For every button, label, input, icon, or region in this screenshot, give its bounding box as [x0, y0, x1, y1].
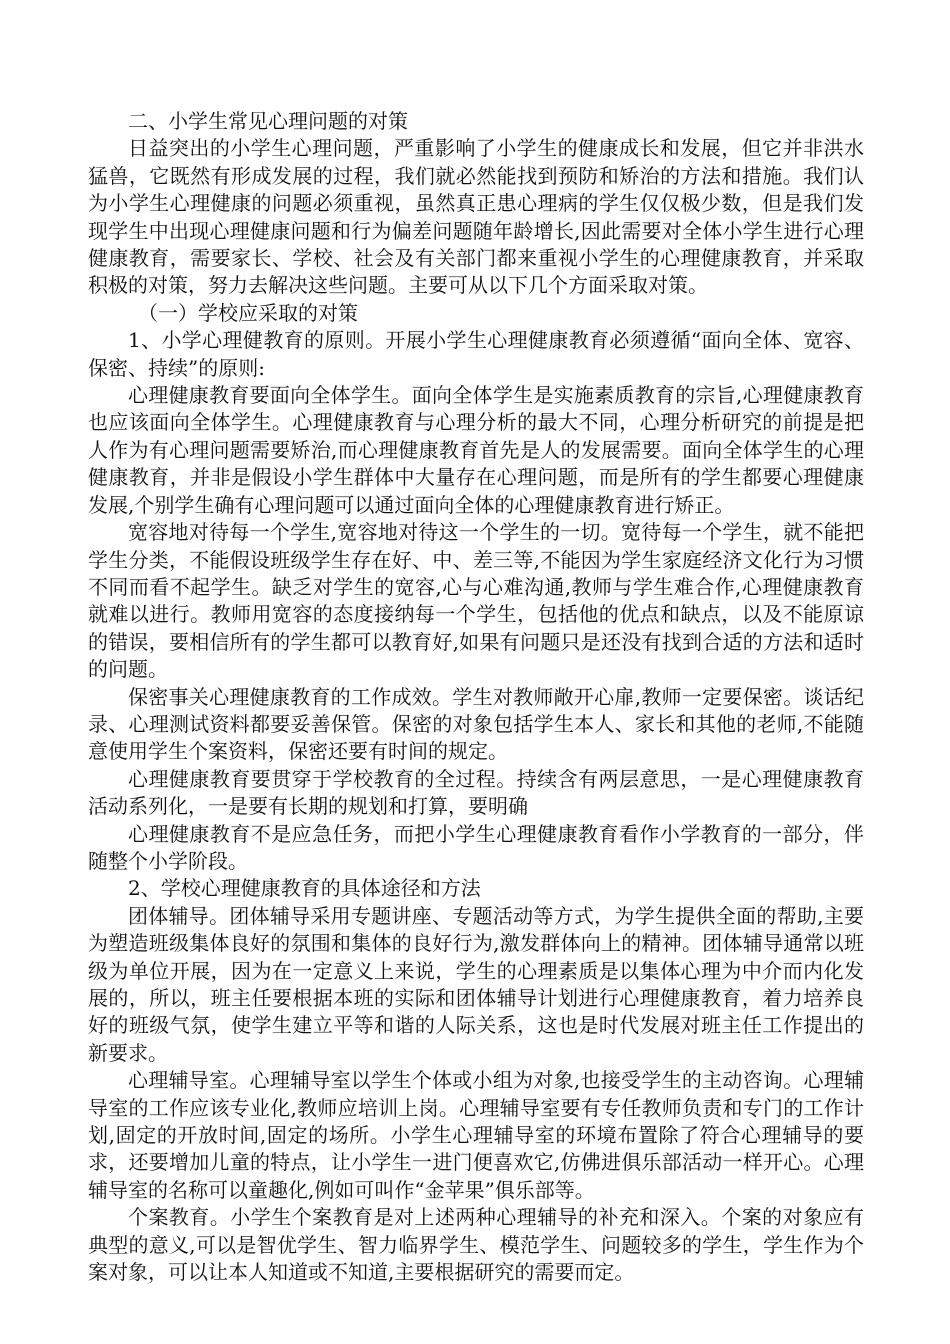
principles-paragraph: 1、小学心理健教育的原则。开展小学生心理健康教育必须遵循“面向全体、宽容、保密、持续”的原则: — [88, 328, 864, 380]
subsection-heading: （一）学校应采取的对策 — [138, 300, 358, 325]
case-education-paragraph: 个案教育。小学生个案教育是对上述两种心理辅导的补充和深入。个案的对象应有典型的意义,可以是智优学生、智力临界学生、模范学生、问题较多的学生，学生作为个案对象，可以让本人知道或不知道,主要根据研究的需要而定。 — [88, 1205, 864, 1285]
face-all-paragraph: 心理健康教育要面向全体学生。面向全体学生是实施素质教育的宗旨,心理健康教育也应该面向全体学生。心理健康教育与心理分析的最大不同，心理分析研究的前提是把人作为有心理问题需要矫治,而心理健康教育首先是人的发展需要。面向全体学生的心理健康教育，并非是假设小学生群体中大量存在心理问题，而是所有的学生都要心理健康发展,个别学生确有心理问题可以通过面向全体的心理健康教育进行矫正。 — [88, 383, 864, 517]
continuity-paragraph: 心理健康教育要贯穿于学校教育的全过程。持续含有两层意思，一是心理健康教育活动系列化，一是要有长期的规划和打算，要明确 — [88, 766, 864, 819]
section-heading: 二、小学生常见心理问题的对策 — [128, 109, 408, 133]
non-emergency-paragraph: 心理健康教育不是应急任务，而把小学生心理健康教育看作小学教育的一部分，伴随整个小学阶段。 — [88, 821, 864, 873]
methods-heading-paragraph: 2、学校心理健康教育的具体途径和方法 — [128, 876, 481, 901]
counseling-room-paragraph: 心理辅导室。心理辅导室以学生个体或小组为对象,也接受学生的主动咨询。心理辅导室的工作应该专业化,教师应培训上岗。心理辅导室要有专任教师负责和专门的工作计划,固定的开放时间,固定的场所。小学生心理辅导室的环境布置除了符合心理辅导的要求，还要增加儿童的特点，让小学生一进门便喜欢它,仿佛进俱乐部活动一样开心。心理辅导室的名称可以童趣化,例如可叫作“金苹果”俱乐部等。 — [88, 1068, 864, 1202]
confidentiality-paragraph: 保密事关心理健康教育的工作成效。学生对教师敞开心扉,教师一定要保密。谈话纪录、心理测试资料都要妥善保管。保密的对象包括学生本人、家长和其他的老师,不能随意使用学生个案资料，保密还要有时间的规定。 — [88, 684, 864, 764]
document-page — [88, 108, 864, 1286]
intro-paragraph: 日益突出的小学生心理问题，严重影响了小学生的健康成长和发展，但它并非洪水猛兽，它既然有形成发展的过程，我们就必然能找到预防和矫治的方法和措施。我们认为小学生心理健康的问题必须重视，虽然真正患心理病的学生仅仅极少数，但是我们发现学生中出现心理健康问题和行为偏差问题随年龄增长,因此需要对全体小学生进行心理健康教育，需要家长、学校、社会及有关部门都来重视小学生的心理健康教育，并采取积极的对策，努力去解决这些问题。主要可从以下几个方面采取对策。 — [88, 136, 864, 298]
group-counseling-paragraph: 团体辅导。团体辅导采用专题讲座、专题活动等方式，为学生提供全面的帮助,主要为塑造班级集体良好的氛围和集体的良好行为,激发群体向上的精神。团体辅导通常以班级为单位开展，因为在一定意义上来说，学生的心理素质是以集体心理为中介而内化发展的，所以，班主任要根据本班的实际和团体辅导计划进行心理健康教育，着力培养良好的班级气氛，使学生建立平等和谐的人际关系，这也是时代发展对班主任工作提出的新要求。 — [88, 903, 864, 1065]
tolerance-paragraph: 宽容地对待每一个学生,宽容地对待这一个学生的一切。宽待每一个学生，就不能把学生分类，不能假设班级学生存在好、中、差三等,不能因为学生家庭经济文化行为习惯不同而看不起学生。缺乏对学生的宽容,心与心难沟通,教师与学生难合作,心理健康教育就难以进行。教师用宽容的态度接纳每一个学生，包括他的优点和缺点，以及不能原谅的错误，要相信所有的学生都可以教育好,如果有问题只是还没有找到合适的方法和适时的问题。 — [88, 520, 864, 682]
